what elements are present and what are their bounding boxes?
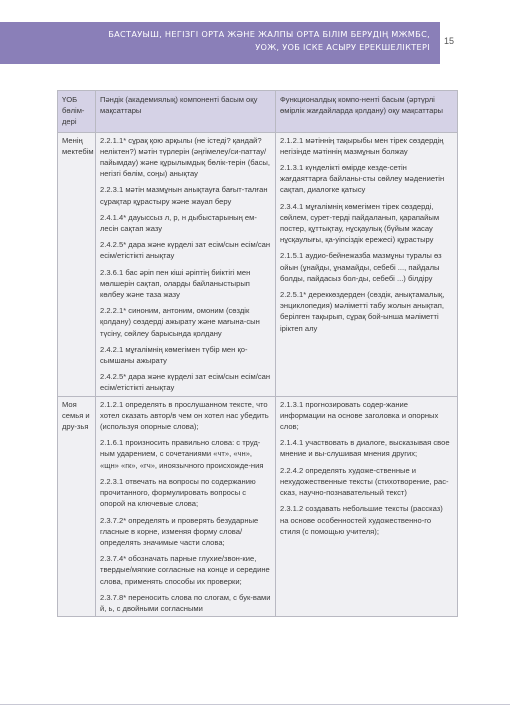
theme-cell: Моя семья и дру-зья <box>58 396 96 616</box>
goal-item: 2.4.2.5* дара және күрделі зат есім/сын есім/сан есім/етістікті анықтау <box>100 372 271 393</box>
goal-item: 2.3.7.8* переносить слова по слогам, с бук-вами й, ь, с двойными согласными <box>100 592 271 613</box>
page-number: 15 <box>444 36 455 46</box>
goal-item: 2.3.4.1 мұғалімнің көмегімен тірек сөздерді, сөйлем, сурет-терді пайдаланып, қарапайым постер, құттықтау, нұсқаулық (бүйым жасау нұсқаулығы, қа-уіпсіздік ережесі) құрастыру <box>280 201 440 245</box>
goal-item: 2.1.3.1 прогнозировать содер-жание информации на основе заголовка и опорных слов; <box>280 399 439 432</box>
academic-goals-cell <box>96 132 276 396</box>
goal-item: 2.1.2.1 мәтіннің тақырыбы мен тірек сөздердің негізінде мәтіннің мазмұнын болжау <box>280 135 444 156</box>
running-header <box>108 28 430 54</box>
goal-item: 2.3.7.4* обозначать парные глухие/звон-кие, твердые/мягкие согласные на конце и середине слова, применять способы их проверки; <box>100 554 270 586</box>
goal-item: 2.3.7.2* определять и проверять безударные гласные в корне, изменяя форму слова/определять значимые части слова; <box>100 515 259 547</box>
running-header-line-2: УОЖ, УОБ ІСКЕ АСЫРУ ЕРЕКШЕЛІКТЕРІ <box>255 42 430 52</box>
goal-item: 2.1.2.1 определять в прослушанном тексте, что хотел сказать автор/в чем он хотел нас убедить (используя опорные слова); <box>100 399 269 432</box>
goal-item: 2.2.1.1* сұрақ қою арқылы (не істеді? қандай? неліктен?) мәтін түрлерін (әңгімелеу/си-паттау/пайымдау) және құрылымдық бөлік-терін (басы, негізгі бөлім, соңы) анықтау <box>100 135 270 179</box>
header-academic-goals: Пәндік (академиялық) компоненті басым оқу мақсаттары <box>96 91 276 133</box>
table-row-my-family <box>58 396 458 616</box>
functional-goals-cell <box>276 132 458 396</box>
goal-item: 2.4.1.4* дауыссыз л, р, н дыбыстарының ем-лесін сақтап жазу <box>100 212 257 234</box>
goal-item: 2.2.4.2 определять художе-ственные и нехудожественные тексты (стихотворение, рас-сказ, научно-познавательный текст) <box>280 465 449 498</box>
curriculum-table <box>57 90 458 617</box>
academic-goals-cell <box>96 396 276 616</box>
goal-item: 2.1.5.1 аудио-бейнежазба мазмұны туралы өз ойын (ұнайды, ұнамайды, себебі ..., пайдалы болды, пайдасыз бол-ды, себебі ...) білдіру <box>280 251 442 283</box>
goal-item: 2.1.4.1 участвовать в диалоге, высказывая свое мнение и вы-слушивая мнения других; <box>280 438 450 459</box>
header-band <box>0 22 440 64</box>
theme-cell: Менің мектебім <box>58 132 96 396</box>
goal-item: 2.3.6.1 бас әріп пен кіші әріптің биіктігі мен мөлшерін сақтап, оларды байланыстырып көлбеу және таза жазу <box>100 267 251 300</box>
table-row-my-school <box>58 132 458 396</box>
goal-item: 2.2.3.1 мәтін мазмұнын анықтауға бағыт-талған сұрақтар құрастыру және жауап беру <box>100 185 268 206</box>
running-header-line-1: БАСТАУЫШ, НЕГІЗГІ ОРТА ЖӘНЕ ЖАЛПЫ ОРТА БІЛІМ БЕРУДІҢ МЖМБС, <box>108 29 430 39</box>
functional-goals-cell <box>276 396 458 616</box>
goal-item: 2.1.6.1 произносить правильно слова: с труд-ным ударением, с сочетаниями «чт», «чн», «щн» «гк», «гч», иноязычного происхожде-ния <box>100 438 264 470</box>
goal-item: 2.2.5.1* дереккөздерден (сөздік, анықтамалық, энциклопедия) мәліметті табу жолын анықтап, берілген тақырып, сұрақ бой-ынша мәліметті іріктеп алу <box>280 290 445 333</box>
goal-item: 2.3.1.2 создавать небольшие тексты (рассказ) на основе особенностей художественно-го стиля (с помощью учителя); <box>280 504 443 536</box>
footer-divider <box>0 704 510 705</box>
goal-item: 2.4.2.1 мұғалімнің көмегімен түбір мен қо-сымшаны ажырату <box>100 344 248 366</box>
table-header-row <box>58 91 458 133</box>
goal-item: 2.1.3.1 күнделікті өмірде кезде-сетін жағдаяттарға байланы-сты сөйлеу мәдениетін сақтап, диалогке қатысу <box>280 163 445 195</box>
goal-item: 2.2.2.1* синоним, антоним, омоним (сөздік қолдану) сөздерді ажырату және мағына-сын түсіну, сөйлеу барысында қолдану <box>100 306 260 338</box>
goal-item: 2.4.2.5* дара және күрделі зат есім/сын есім/сан есім/етістікті анықтау <box>100 240 271 261</box>
header-theme: ҮОБ бөлім-дері <box>58 91 96 133</box>
header-functional-goals: Функционалдық компо-ненті басым (әртүрлі өмірлік жағдайларда қолдану) оқу мақсаттары <box>276 91 458 133</box>
goal-item: 2.2.3.1 отвечать на вопросы по содержанию прочитанного, формулировать вопросы с опорой на ключевые слова; <box>100 476 256 509</box>
